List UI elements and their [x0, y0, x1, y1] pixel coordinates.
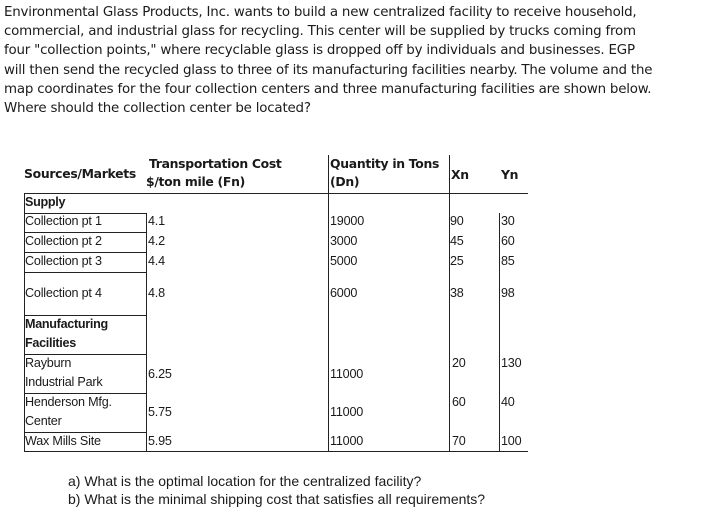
table-divider	[24, 315, 147, 316]
collection-y: 60	[501, 234, 515, 248]
collection-qty: 3000	[330, 234, 358, 248]
facility-cost: 6.25	[148, 367, 172, 381]
facility-name: Wax Mills Site	[25, 434, 101, 448]
collection-qty: 5000	[330, 254, 358, 268]
table-divider	[24, 272, 147, 273]
collection-name: Collection pt 4	[25, 286, 102, 300]
facility-y: 40	[501, 395, 515, 409]
facility-x: 60	[452, 395, 466, 409]
mfg-label-line2: Facilities	[25, 336, 76, 350]
supply-label: Supply	[25, 195, 66, 209]
table-divider	[24, 432, 147, 433]
problem-statement	[4, 3, 704, 118]
intro-line: Where should the collection center be located?	[4, 101, 311, 117]
collection-cost: 4.8	[148, 286, 165, 300]
collection-name: Collection pt 2	[25, 234, 102, 248]
header-qty-line1: Quantity in Tons	[330, 156, 440, 171]
collection-cost: 4.1	[148, 214, 165, 228]
header-yn: Yn	[501, 167, 519, 182]
facility-qty: 11000	[330, 434, 364, 448]
facility-name: Rayburn	[25, 356, 72, 370]
collection-cost: 4.2	[148, 234, 165, 248]
collection-qty: 6000	[330, 286, 358, 300]
facility-cost: 5.95	[148, 434, 172, 448]
table-divider	[24, 354, 147, 355]
collection-name: Collection pt 3	[25, 254, 102, 268]
collection-x: 38	[450, 286, 464, 300]
question-b: b) What is the minimal shipping cost that satisfies all requirements?	[68, 491, 486, 507]
table-divider	[24, 451, 147, 452]
intro-line: commercial, and industrial glass for recycling. This center will be supplied by trucks coming from	[4, 24, 636, 40]
collection-qty: 19000	[330, 214, 365, 228]
collection-x: 90	[450, 214, 464, 228]
table-divider	[499, 213, 500, 452]
header-qty-line2: (Dn)	[330, 174, 360, 189]
facility-y: 100	[501, 434, 522, 448]
intro-line: will then send the recycled glass to three of its manufacturing facilities nearby. The volume and the	[4, 62, 653, 78]
table-divider	[24, 193, 25, 452]
question-a: a) What is the optimal location for the centralized facility?	[68, 473, 422, 489]
collection-name: Collection pt 1	[25, 214, 102, 228]
header-xn: Xn	[451, 167, 469, 182]
facility-name: Industrial Park	[25, 375, 103, 389]
facility-name: Center	[25, 414, 62, 428]
intro-line: Environmental Glass Products, Inc. wants to build a new centralized facility to receive household,	[4, 5, 637, 20]
collection-x: 45	[450, 234, 464, 248]
table-divider	[146, 451, 528, 452]
table-divider	[146, 213, 147, 452]
collection-y: 85	[501, 254, 515, 268]
table-divider	[146, 193, 528, 194]
collection-y: 30	[501, 214, 515, 228]
table-divider	[449, 155, 450, 452]
table-divider	[24, 193, 147, 194]
facility-x: 70	[452, 434, 466, 448]
collection-y: 98	[501, 286, 515, 300]
facility-qty: 11000	[330, 367, 364, 381]
facility-x: 20	[452, 356, 466, 370]
header-cost-line1: Transportation Cost	[149, 156, 282, 171]
collection-x: 25	[450, 254, 464, 268]
intro-line: four "collection points," where recyclable glass is dropped off by individuals and businesses. EGP	[4, 43, 635, 59]
mfg-label-line1: Manufacturing	[25, 317, 108, 331]
header-sources: Sources/Markets	[24, 166, 136, 181]
facility-y: 130	[501, 356, 522, 370]
table-divider	[24, 393, 147, 394]
facility-qty: 11000	[330, 405, 364, 419]
table-divider	[328, 155, 329, 452]
table-divider	[24, 232, 147, 233]
table-divider	[24, 213, 147, 214]
facility-name: Henderson Mfg.	[25, 395, 112, 409]
intro-line: map coordinates for the four collection centers and three manufacturing facilities are shown below.	[4, 81, 652, 97]
header-cost-line2: $/ton mile (Fn)	[146, 174, 245, 189]
collection-cost: 4.4	[148, 254, 165, 268]
facility-cost: 5.75	[148, 405, 172, 419]
table-divider	[24, 252, 147, 253]
